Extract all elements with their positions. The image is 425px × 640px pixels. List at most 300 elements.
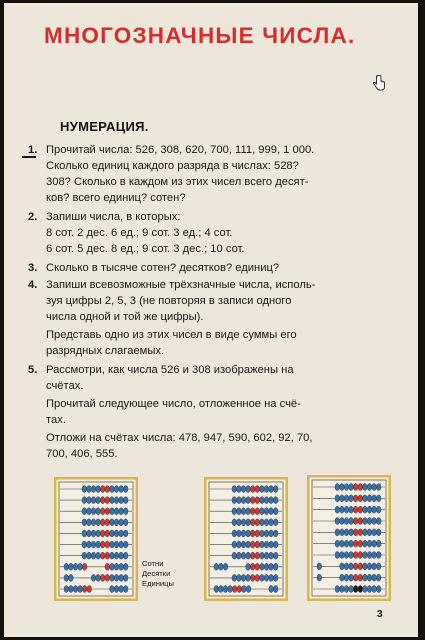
abacus-bead bbox=[110, 574, 115, 581]
abacus-bead bbox=[105, 508, 110, 515]
abacus-bead bbox=[269, 574, 274, 581]
abacus-bead bbox=[260, 541, 265, 548]
abacus-bead bbox=[260, 563, 265, 570]
abacus-bead bbox=[353, 574, 358, 581]
exercise-5-number: 5. bbox=[28, 364, 38, 376]
abacus-read-number bbox=[307, 475, 391, 601]
abacus-bead bbox=[273, 508, 278, 515]
abacus-bead bbox=[69, 574, 74, 581]
abacus-bead bbox=[367, 540, 372, 547]
abacus-bead bbox=[73, 563, 78, 570]
abacus-bead bbox=[353, 518, 358, 525]
abacus-bead bbox=[344, 540, 349, 547]
abacus-bead bbox=[123, 519, 128, 526]
abacus-bead bbox=[264, 508, 269, 515]
abacus-bead bbox=[87, 530, 92, 537]
abacus-bead bbox=[335, 518, 340, 525]
abacus-bead bbox=[123, 541, 128, 548]
abacus-bead bbox=[237, 497, 242, 504]
abacus-bead bbox=[250, 574, 255, 581]
abacus-bead bbox=[264, 519, 269, 526]
abacus-bead bbox=[87, 552, 92, 559]
abacus-bead bbox=[87, 497, 92, 504]
abacus-bead bbox=[96, 574, 101, 581]
abacus-bead bbox=[69, 563, 74, 570]
exercise-4-number: 4. bbox=[28, 279, 38, 291]
abacus-bead bbox=[363, 506, 368, 513]
abacus-bead bbox=[372, 552, 377, 559]
abacus-bead bbox=[349, 574, 354, 581]
abacus-bead bbox=[82, 519, 87, 526]
abacus-bead bbox=[246, 586, 251, 593]
abacus-bead bbox=[110, 563, 115, 570]
abacus-bead bbox=[340, 529, 345, 536]
abacus-bead bbox=[250, 552, 255, 559]
abacus-bead bbox=[100, 541, 105, 548]
abacus-bead bbox=[123, 486, 128, 493]
abacus-bead bbox=[91, 486, 96, 493]
abacus-bead bbox=[119, 563, 124, 570]
abacus-bead bbox=[363, 563, 368, 570]
abacus-bead bbox=[376, 529, 381, 536]
abacus-bead bbox=[96, 508, 101, 515]
abacus-bead bbox=[105, 574, 110, 581]
abacus-bead bbox=[358, 586, 363, 593]
abacus-bead bbox=[219, 563, 224, 570]
abacus-bead bbox=[260, 486, 265, 493]
exercise-1-line-2: Сколько единиц каждого разряда в числах: 528? bbox=[46, 160, 299, 172]
abacus-bead bbox=[340, 563, 345, 570]
abacus-frame bbox=[308, 476, 390, 600]
abacus-bead bbox=[376, 552, 381, 559]
abacus-bead bbox=[241, 552, 246, 559]
abacus-bead bbox=[241, 486, 246, 493]
abacus-bead bbox=[358, 563, 363, 570]
abacus-bead bbox=[260, 519, 265, 526]
abacus-bead bbox=[110, 508, 115, 515]
abacus-bead bbox=[340, 518, 345, 525]
abacus-bead bbox=[344, 484, 349, 491]
exercise-3-number: 3. bbox=[28, 262, 38, 274]
abacus-bead bbox=[358, 574, 363, 581]
abacus-bead bbox=[241, 541, 246, 548]
abacus-bead bbox=[119, 486, 124, 493]
abacus-bead bbox=[335, 552, 340, 559]
abacus-bead bbox=[367, 529, 372, 536]
abacus-bead bbox=[119, 497, 124, 504]
abacus-bead bbox=[100, 519, 105, 526]
abacus-bead bbox=[246, 552, 251, 559]
abacus-bead bbox=[237, 530, 242, 537]
abacus-bead bbox=[363, 529, 368, 536]
abacus-bead bbox=[91, 508, 96, 515]
abacus-bead bbox=[96, 530, 101, 537]
abacus-bead bbox=[255, 541, 260, 548]
abacus-bead bbox=[260, 552, 265, 559]
abacus-bead bbox=[114, 519, 119, 526]
page-number: 3 bbox=[377, 609, 383, 620]
abacus-bead bbox=[119, 508, 124, 515]
exercise-4-line-4: Представь одно из этих чисел в виде суммы его bbox=[46, 329, 297, 341]
abacus-bead bbox=[367, 574, 372, 581]
abacus-bead bbox=[123, 530, 128, 537]
abacus-bead bbox=[260, 574, 265, 581]
abacus-bead bbox=[340, 506, 345, 513]
abacus-bead bbox=[255, 497, 260, 504]
abacus-bead bbox=[255, 530, 260, 537]
abacus-bead bbox=[100, 497, 105, 504]
abacus-bead bbox=[114, 530, 119, 537]
abacus-bead bbox=[349, 518, 354, 525]
abacus-bead bbox=[250, 519, 255, 526]
abacus-bead bbox=[232, 574, 237, 581]
abacus-bead bbox=[237, 574, 242, 581]
abacus-bead bbox=[223, 586, 228, 593]
abacus-bead bbox=[119, 586, 124, 593]
exercise-3-line-1: Сколько в тысяче сотен? десятков? единиц? bbox=[46, 262, 280, 274]
abacus-bead bbox=[260, 530, 265, 537]
abacus-bead bbox=[82, 497, 87, 504]
abacus-bead bbox=[367, 506, 372, 513]
abacus-bead bbox=[349, 552, 354, 559]
abacus-bead bbox=[100, 574, 105, 581]
abacus-bead bbox=[246, 519, 251, 526]
abacus-bead bbox=[110, 519, 115, 526]
abacus-bead bbox=[73, 586, 78, 593]
abacus-bead bbox=[264, 574, 269, 581]
abacus-bead bbox=[82, 530, 87, 537]
abacus-bead bbox=[372, 506, 377, 513]
abacus-bead bbox=[367, 586, 372, 593]
abacus-bead bbox=[123, 552, 128, 559]
exercise-5-line-2: счётах. bbox=[46, 380, 84, 392]
abacus-bead bbox=[372, 574, 377, 581]
abacus-bead bbox=[335, 484, 340, 491]
abacus-bead bbox=[353, 506, 358, 513]
abacus-bead bbox=[264, 486, 269, 493]
abacus-bead bbox=[353, 529, 358, 536]
abacus-bead bbox=[214, 586, 219, 593]
abacus-bead bbox=[273, 541, 278, 548]
caption-units: Единицы bbox=[142, 579, 174, 588]
abacus-bead bbox=[363, 552, 368, 559]
abacus-bead bbox=[273, 497, 278, 504]
abacus-bead bbox=[114, 586, 119, 593]
exercise-1-number: 1. bbox=[28, 144, 38, 156]
abacus-bead bbox=[246, 563, 251, 570]
abacus-bead bbox=[264, 552, 269, 559]
abacus-bead bbox=[82, 541, 87, 548]
abacus-bead bbox=[232, 497, 237, 504]
abacus-bead bbox=[119, 541, 124, 548]
abacus-bead bbox=[87, 519, 92, 526]
abacus-bead bbox=[353, 552, 358, 559]
caption-tens: Десятки bbox=[142, 569, 171, 578]
abacus-bead bbox=[78, 563, 83, 570]
abacus-bead bbox=[78, 586, 83, 593]
exercise-4-line-1: Запиши всевозможные трёхзначные числа, исполь- bbox=[46, 279, 316, 291]
abacus-bead bbox=[232, 519, 237, 526]
abacus-bead bbox=[241, 530, 246, 537]
abacus-bead bbox=[123, 586, 128, 593]
abacus-bead bbox=[123, 497, 128, 504]
exercise-2-line-2: 8 сот. 2 дес. 6 ед.; 9 сот. 3 ед.; 4 сот. bbox=[46, 227, 233, 239]
abacus-bead bbox=[372, 586, 377, 593]
abacus-bead bbox=[255, 519, 260, 526]
abacus-bead bbox=[82, 586, 87, 593]
abacus-bead bbox=[340, 552, 345, 559]
abacus-bead bbox=[110, 530, 115, 537]
abacus-bead bbox=[246, 486, 251, 493]
abacus-bead bbox=[344, 495, 349, 502]
abacus-bead bbox=[241, 497, 246, 504]
abacus-bead bbox=[105, 530, 110, 537]
abacus-bead bbox=[363, 586, 368, 593]
abacus-bead bbox=[255, 486, 260, 493]
exercise-4-line-5: разрядных слагаемых. bbox=[46, 345, 165, 357]
abacus-bead bbox=[105, 563, 110, 570]
abacus-526 bbox=[54, 477, 138, 601]
abacus-bead bbox=[114, 486, 119, 493]
abacus-bead bbox=[105, 497, 110, 504]
abacus-bead bbox=[353, 563, 358, 570]
abacus-bead bbox=[246, 497, 251, 504]
abacus-bead bbox=[269, 563, 274, 570]
abacus-bead bbox=[269, 519, 274, 526]
abacus-bead bbox=[340, 484, 345, 491]
abacus-bead bbox=[82, 486, 87, 493]
abacus-bead bbox=[376, 586, 381, 593]
abacus-bead bbox=[269, 530, 274, 537]
abacus-bead bbox=[232, 530, 237, 537]
abacus-bead bbox=[273, 574, 278, 581]
exercise-5-line-4: тах. bbox=[46, 414, 66, 426]
abacus-bead bbox=[105, 552, 110, 559]
abacus-bead bbox=[273, 563, 278, 570]
abacus-bead bbox=[349, 586, 354, 593]
abacus-bead bbox=[363, 495, 368, 502]
abacus-bead bbox=[114, 508, 119, 515]
abacus-bead bbox=[269, 486, 274, 493]
abacus-bead bbox=[367, 563, 372, 570]
abacus-bead bbox=[87, 486, 92, 493]
abacus-bead bbox=[376, 518, 381, 525]
exercise-5-line-1: Рассмотри, как числа 526 и 308 изображены на bbox=[46, 364, 294, 376]
abacus-bead bbox=[237, 552, 242, 559]
abacus-bead bbox=[376, 506, 381, 513]
abacus-bead bbox=[114, 541, 119, 548]
abacus-bead bbox=[246, 530, 251, 537]
abacus-bead bbox=[340, 574, 345, 581]
abacus-bead bbox=[105, 486, 110, 493]
abacus-bead bbox=[64, 586, 69, 593]
abacus-bead bbox=[87, 541, 92, 548]
exercise-4-line-2: зуя цифры 2, 5, 3 (не повторяя в записи одного bbox=[46, 295, 292, 307]
abacus-bead bbox=[273, 552, 278, 559]
abacus-bead bbox=[250, 508, 255, 515]
abacus-bead bbox=[363, 484, 368, 491]
abacus-bead bbox=[317, 574, 322, 581]
abacus-bead bbox=[372, 563, 377, 570]
abacus-bead bbox=[110, 586, 115, 593]
abacus-bead bbox=[269, 541, 274, 548]
abacus-bead bbox=[353, 586, 358, 593]
abacus-bead bbox=[340, 495, 345, 502]
exercise-1-line-1: Прочитай числа: 526, 308, 620, 700, 111, 999, 1 000. bbox=[46, 144, 315, 156]
abacus-bead bbox=[96, 486, 101, 493]
exercise-1-line-3: 308? Сколько в каждом из этих чисел всего десят- bbox=[46, 176, 309, 188]
abacus-bead bbox=[119, 530, 124, 537]
abacus-bead bbox=[349, 495, 354, 502]
exercise-1-line-4: ков? всего единиц? сотен? bbox=[46, 192, 186, 204]
abacus-bead bbox=[372, 540, 377, 547]
abacus-bead bbox=[250, 563, 255, 570]
abacus-bead bbox=[349, 529, 354, 536]
abacus-bead bbox=[335, 529, 340, 536]
exercise-4-line-3: числа одной и той же цифры). bbox=[46, 311, 204, 323]
abacus-bead bbox=[264, 563, 269, 570]
abacus-bead bbox=[250, 530, 255, 537]
abacus-bead bbox=[246, 508, 251, 515]
abacus-bead bbox=[376, 484, 381, 491]
abacus-bead bbox=[242, 586, 247, 593]
abacus-bead bbox=[105, 519, 110, 526]
abacus-bead bbox=[376, 540, 381, 547]
abacus-bead bbox=[105, 541, 110, 548]
abacus-bead bbox=[260, 508, 265, 515]
abacus-bead bbox=[123, 508, 128, 515]
abacus-bead bbox=[273, 530, 278, 537]
abacus-bead bbox=[100, 508, 105, 515]
abacus-bead bbox=[114, 552, 119, 559]
abacus-bead bbox=[376, 495, 381, 502]
abacus-caption bbox=[142, 559, 174, 589]
abacus-bead bbox=[237, 519, 242, 526]
abacus-bead bbox=[246, 574, 251, 581]
abacus-bead bbox=[344, 552, 349, 559]
abacus-bead bbox=[87, 586, 92, 593]
abacus-bead bbox=[241, 574, 246, 581]
abacus-bead bbox=[123, 563, 128, 570]
abacus-bead bbox=[372, 484, 377, 491]
abacus-frame bbox=[205, 478, 287, 600]
abacus-bead bbox=[232, 486, 237, 493]
abacus-308 bbox=[204, 477, 288, 601]
abacus-bead bbox=[123, 574, 128, 581]
abacus-bead bbox=[219, 586, 224, 593]
abacus-bead bbox=[264, 530, 269, 537]
abacus-bead bbox=[264, 541, 269, 548]
abacus-bead bbox=[367, 484, 372, 491]
abacus-bead bbox=[344, 529, 349, 536]
abacus-bead bbox=[269, 586, 274, 593]
abacus-bead bbox=[114, 574, 119, 581]
book-page bbox=[4, 3, 418, 637]
abacus-bead bbox=[119, 574, 124, 581]
abacus-bead bbox=[372, 529, 377, 536]
abacus-bead bbox=[91, 519, 96, 526]
abacus-bead bbox=[344, 574, 349, 581]
abacus-bead bbox=[269, 497, 274, 504]
abacus-bead bbox=[358, 506, 363, 513]
abacus-bead bbox=[367, 518, 372, 525]
abacus-bead bbox=[367, 552, 372, 559]
abacus-bead bbox=[335, 495, 340, 502]
abacus-bead bbox=[349, 506, 354, 513]
abacus-bead bbox=[340, 540, 345, 547]
abacus-bead bbox=[367, 495, 372, 502]
abacus-bead bbox=[232, 586, 237, 593]
abacus-bead bbox=[255, 563, 260, 570]
exercise-5-line-3: Прочитай следующее число, отложенное на счё- bbox=[46, 398, 301, 410]
exercise-5-line-5: Отложи на счётах числа: 478, 947, 590, 602, 92, 70, bbox=[46, 432, 313, 444]
abacus-bead bbox=[228, 586, 233, 593]
hand-cursor-icon bbox=[372, 75, 386, 91]
abacus-bead bbox=[214, 563, 219, 570]
abacus-bead bbox=[269, 552, 274, 559]
abacus-bead bbox=[110, 486, 115, 493]
abacus-bead bbox=[119, 519, 124, 526]
abacus-bead bbox=[232, 552, 237, 559]
abacus-bead bbox=[273, 586, 278, 593]
abacus-bead bbox=[91, 497, 96, 504]
abacus-bead bbox=[358, 540, 363, 547]
abacus-bead bbox=[119, 552, 124, 559]
abacus-bead bbox=[246, 541, 251, 548]
abacus-bead bbox=[223, 563, 228, 570]
abacus-bead bbox=[372, 495, 377, 502]
abacus-bead bbox=[100, 530, 105, 537]
abacus-bead bbox=[358, 529, 363, 536]
abacus-bead bbox=[269, 508, 274, 515]
abacus-bead bbox=[358, 518, 363, 525]
abacus-bead bbox=[363, 574, 368, 581]
exercise-2-line-3: 6 сот. 5 дес. 8 ед.; 9 сот. 3 дес.; 10 сот. bbox=[46, 243, 245, 255]
exercise-2-line-1: Запиши числа, в которых: bbox=[46, 211, 181, 223]
abacus-bead bbox=[96, 497, 101, 504]
abacus-bead bbox=[264, 497, 269, 504]
abacus-bead bbox=[363, 540, 368, 547]
abacus-bead bbox=[317, 563, 322, 570]
page-title: МНОГОЗНАЧНЫЕ ЧИСЛА. bbox=[44, 23, 356, 48]
abacus-bead bbox=[237, 541, 242, 548]
abacus-bead bbox=[232, 508, 237, 515]
exercise-5-line-6: 700, 406, 555. bbox=[46, 448, 118, 460]
abacus-bead bbox=[250, 541, 255, 548]
abacus-bead bbox=[376, 563, 381, 570]
abacus-bead bbox=[110, 541, 115, 548]
abacus-bead bbox=[64, 563, 69, 570]
abacus-bead bbox=[255, 552, 260, 559]
abacus-bead bbox=[237, 486, 242, 493]
abacus-bead bbox=[358, 484, 363, 491]
abacus-bead bbox=[349, 563, 354, 570]
abacus-bead bbox=[344, 586, 349, 593]
abacus-bead bbox=[241, 508, 246, 515]
abacus-bead bbox=[100, 486, 105, 493]
exercise-2-number: 2. bbox=[28, 211, 38, 223]
abacus-bead bbox=[344, 563, 349, 570]
abacus-bead bbox=[110, 497, 115, 504]
abacus-bead bbox=[237, 508, 242, 515]
caption-hundreds: Сотни bbox=[142, 559, 164, 568]
abacus-bead bbox=[96, 552, 101, 559]
abacus-bead bbox=[69, 586, 74, 593]
abacus-bead bbox=[340, 586, 345, 593]
abacus-bead bbox=[87, 508, 92, 515]
abacus-frame bbox=[55, 478, 137, 600]
abacus-bead bbox=[96, 519, 101, 526]
